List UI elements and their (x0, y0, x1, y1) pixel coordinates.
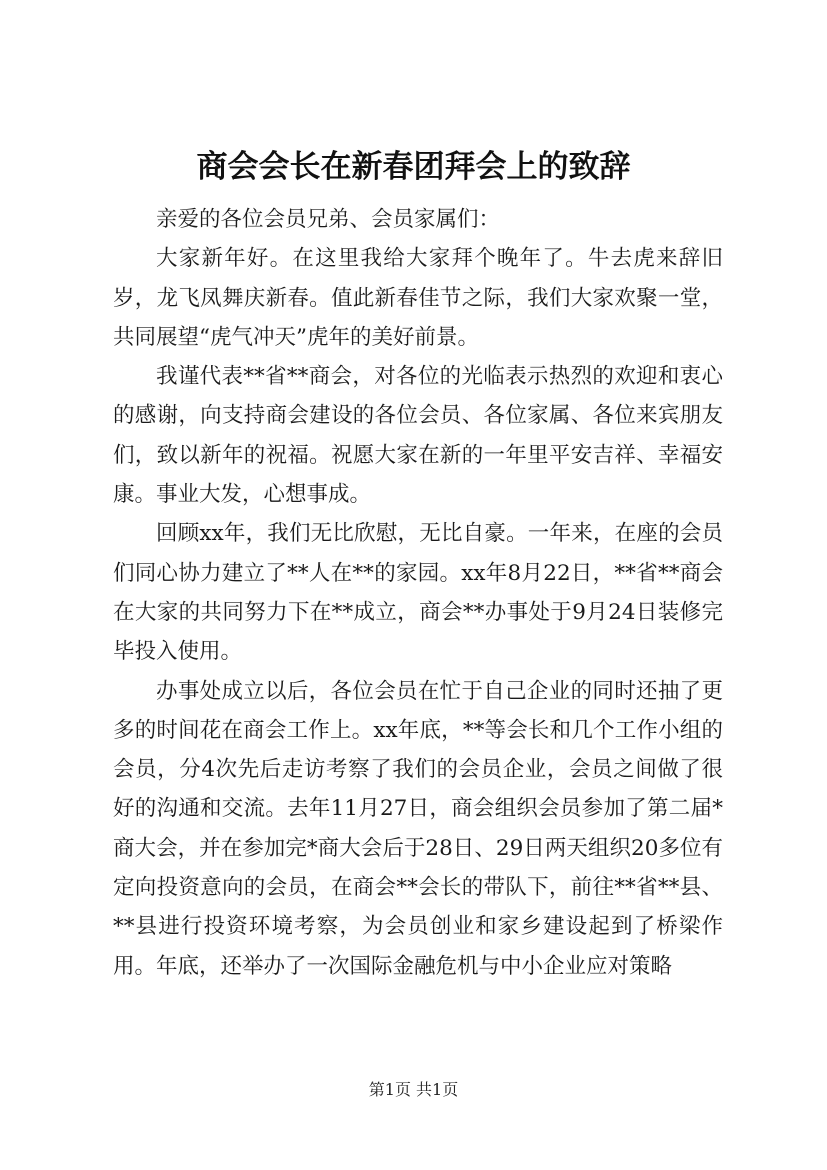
body-paragraph-1: 大家新年好。在这里我给大家拜个晚年了。牛去虎来辞旧岁，龙飞凤舞庆新春。值此新春佳节之际，我们大家欢聚一堂，共同展望“虎气冲天”虎年的美好前景。 (113, 246, 723, 350)
greeting-paragraph: 亲爱的各位会员兄弟、会员家属们： (156, 207, 501, 232)
document-title: 商会会长在新春团拜会上的致辞 (196, 149, 631, 185)
body-paragraph-2: 我谨代表**省**商会，对各位的光临表示热烈的欢迎和衷心的感谢，向支持商会建设的各位会员、各位家属、各位来宾朋友们，致以新年的祝福。祝愿大家在新的一年里平安吉祥、幸福安康。事业大发，心想事成。 (113, 364, 723, 508)
document-body (113, 200, 723, 986)
body-paragraph-4: 办事处成立以后，各位会员在忙于自己企业的同时还抽了更多的时间花在商会工作上。xx年底，**等会长和几个工作小组的会员，分4次先后走访考察了我们的会员企业，会员之间做了很好的沟通和交流。去年11月27日，商会组织会员参加了第二届*商大会，并在参加完*商大会后于28日、29日两天组织20多位有定向投资意向的会员，在商会**会长的带队下，前往**省**县、**县进行投资环境考察，为会员创业和家乡建设起到了桥梁作用。年底，还举办了一次国际金融危机与中小企业应对策略 (113, 678, 723, 979)
page-number-footer: 第1页 共1页 (368, 1080, 459, 1099)
body-paragraph-3: 回顾xx年，我们无比欣慰，无比自豪。一年来，在座的会员们同心协力建立了**人在**的家园。xx年8月22日，**省**商会在大家的共同努力下在**成立，商会**办事处于9月24日装修完毕投入使用。 (113, 521, 723, 665)
